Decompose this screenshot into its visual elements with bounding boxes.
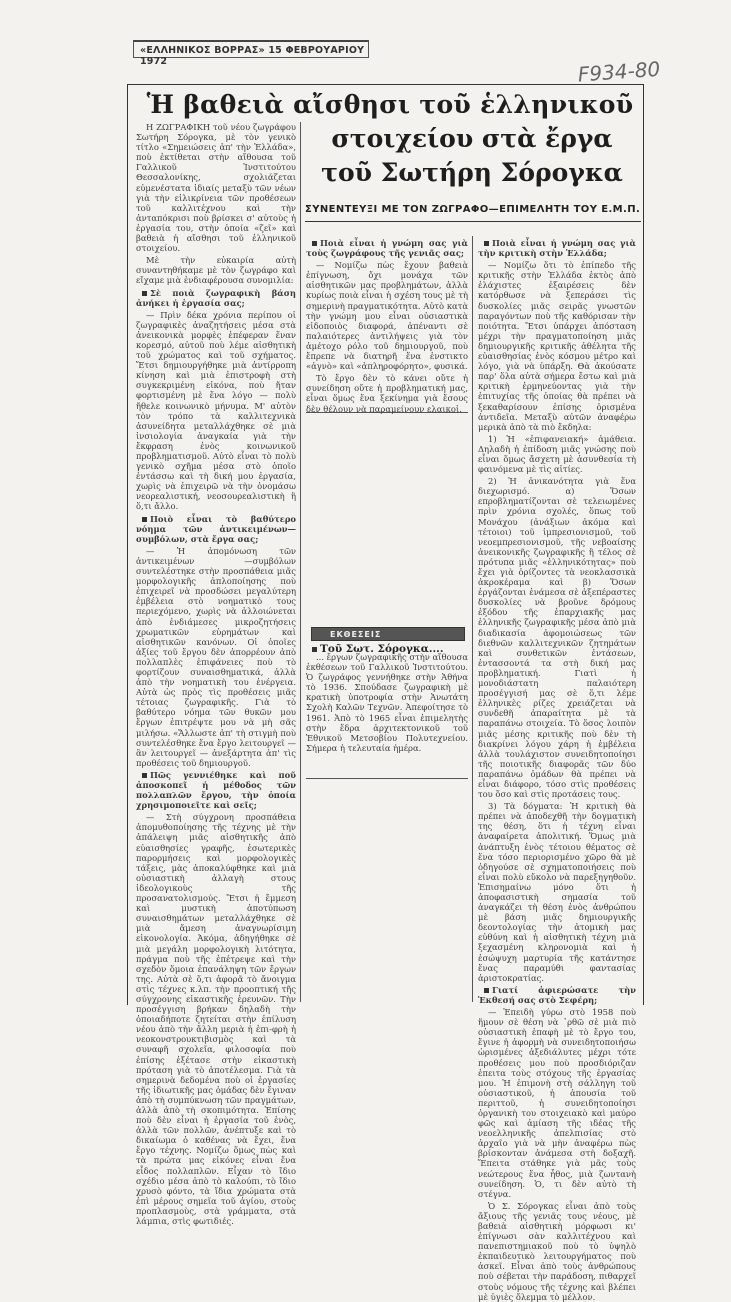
answer: — Ἐπειδὴ γύρω στὸ 1958 ποὺ ἥμουν σὲ θέση νὰ ᾽ρθῶ σὲ μιὰ πιὸ οὐσιαστικὴ ἐπαφὴ μὲ τὸ ἔργο του, ἔγινε ἡ ἀφορμὴ νὰ συνειδητοποιήσω ὡρισμένες ἀξεδιάλυτες μέχρι τότε προθέσεις μου ποὺ προσδιόριζαν ἐπειτα τοὺς στόχους τῆς ἐργασίας μου. Ἡ ἐπιμονὴ στὴ σάλληγη τοῦ οὐσιαστικοῦ, ἡ ἀπουσία τοῦ περιττοῦ, ἡ συνειδητοποίησι ὀργανικὴ του στοιχειακὸ καὶ μαύρο φῶς καὶ ἀμίαση τῆς ιδέας τῆς νεοελληνικῆς ἀπελπισίας στὸ ἀρχαῖο γιὰ νὰ μὴν ἀναφέρω πὼς βρίσκονταν ἀνάμεσα στὴ δοξαχῆ. Ἔπειτα στάθηκε γιὰ μᾶς τοὺς νεώτερους ἕνα ἦθος, μιὰ ζωντανὴ συνείδηση. Ὁ, τι δὲν αὐτὸ τὴ στέγνα. [478,1007,636,1199]
question: Σὲ ποιὰ ζωγραφικὴ βάση ἀνήκει ἡ ἐργασία σας; [136,287,296,308]
headline-line-3: τοῦ Σωτήρη Σόρογκα [321,158,623,187]
bullet-icon [312,647,317,652]
column-3 [478,238,636,1302]
subheadline: ΣΥΝΕΝΤΕΥΞΙ ΜΕ ΤΟΝ ΖΩΓΡΑΦΟ—ΕΠΙΜΕΛΗΤΗ ΤΟΥ Ε.Μ.Π. [305,204,641,222]
exhibition-title: Τοῦ Σωτ. Σόρογκα.... [312,643,468,655]
exhibition-text: ... ἔργων ζωγραφικῆς στὴν αἴθουσα ἐκθέσεων τοῦ Γαλλικοῦ Ἰνστιτούτου. Ὁ ζωγράφος γεννήθηκε στὴν Ἀθήνα τὸ 1936. Σπούδασε ζωγραφικὴ μὲ κρατικὴ ὑποτροφία στὴν Ἀνωτάτη Σχολὴ Καλῶν Τεχνῶν. Ἀπεφοίτησε τὸ 1961. Ἀπὸ τὸ 1965 εἶναι ἐπιμελητὴς στὴν ἕδρα ἀρχιτεκτονικοῦ τοῦ Ἐθνικοῦ Μετσοβίου Πολυτεχνείου. Σήμερα ἡ τελευταία ἡμέρα. [306,652,468,753]
question: Ποιὰ εἶναι ἡ γνώμη σας γιὰ τοὺς ζωγράφους τῆς γενιᾶς σας; [306,238,468,259]
answer: — Ἡ ἀπομόνωση τῶν ἀντικειμένων —συμβόλων συντελέστηκε στὴν προσπάθεια μιᾶς μορφολογικῆς ἀπλοποίησης ποὺ ἐπιχειρεῖ νὰ προσδώσει μεγαλύτερη ἐμβέλεια στὸ νοηματικὸ τους περιεχόμενο, χωρὶς νὰ ἀλλοιώνεται ἀπὸ ἐνδιάμεσες μικροζητήσεις χρωματικῶν εὑρημάτων καὶ αἰσθητικῶν κανόνων. Οἱ ὁποῖες ἀξίες τοῦ ἔργου δὲν ἀπορρέουν ἀπὸ πολλαπλὲς ἐπιφάνειες ποὺ τὸ φορτίζουν συναισθηματικά, ἀλλὰ ἀπὸ τὴν νοηματικὴ του ἐνέργεια. Αὐτὰ ὡς πρὸς τὶς προθέσεις μιᾶς τέτοιας ζωγραφικῆς. Γιὰ τὸ βαθύτερο νόημα τῶν θυκῶν μου ἔργων ἐπιτρέψτε μου νὰ μὴ σᾶς μιλήσω. «Ἄλλωστε ἀπ' τὴ στιγμὴ ποὺ συντελέσθηκε ἕνα ἔργο λειτουργεῖ — ἂν λειτουργεῖ — ἀνεξάρτητα ἀπ' τὶς προθέσεις τοῦ δημιουργοῦ. [136,545,296,768]
answer: — Πρὶν δέκα χρόνια περίπου οἱ ζωγραφικὲς ἀναζητήσεις μέσα στὰ ἀνεικονικὰ μορφὲς ἐπέφεραν ἕναν κορεσμό, αὐτοῦ ποὺ λέμε αἰσθητικὴ τοῦ χρώματος καὶ τοῦ σχήματος. Ἔτσι δημιουργήθηκε μιὰ ἀντίρροπη κίνηση καὶ μιὰ ἐπιστροφὴ στὴ συγκεκριμένη εἰκόνα, ποὺ ἤταν φορτισμένη μὲ ἕνα λόγο — πολὺ ἤθελε κοινωνικὸ μήνυμα. Μ' αὐτὸν τὸν τρόπο τὰ καλλιτεχνικὰ ἀσυνείδητα μεταλλάχθηκε σὲ μιὰ ἰνσιολογία ἀναγκαία γιὰ τὴν ἔκφραση ἐνὸς κοινωνικοῦ προβληματισμοῦ. Αὐτὸ εἶναι τὸ πολὺ γενικὸ σχῆμα μέσα στὸ ὁποῖο ἐντάσσω καὶ τὴ δική μου ἐργασία, χωρὶς νὰ ἐπιχειρῶ νὰ τὴν ὀνομάσω νεορεαλιστική, νεοσουρεαλιστικὴ ἢ ὅ,τι ἄλλο. [136,309,296,512]
exhibitions-banner: ΕΚΘΕΣΕΙΣ [311,627,465,641]
question: Ποιὰ εἶναι ἡ γνώμη σας γιὰ τὴν κριτικὴ στὴν Ἑλλάδα; [478,238,636,259]
closing-paragraph: Ὁ Σ. Σόρογκας εἶναι ἀπὸ τοὺς ἄξιους τῆς γενιᾶς τους νέους, μὲ βαθειὰ αἰσθητικὴ μόρφωσι κι' ἐπίγνωσι σὰν καλλιτέχνου καὶ πανεπιστημιακοῦ ποὺ τὸ ὑψηλὸ ἐκπαιδευτικὸ λειτουργήματος ποὺ ἀσκεῖ. Εἶναι ἀπὸ τοὺς ἀνθρώπους ποὺ σέβεται τὴν παράδοση, πιθαρχεῖ στοὺς νόμους τῆς τέχνης καὶ βλέπει μὲ ὑγιὲς ὄλεμμα τὸ μέλλον. [478,1200,636,1302]
headline-line-1: Ἡ βαθειὰ αἴσθησι τοῦ ἑλληνικοῦ [146,90,634,119]
bullet-icon [142,291,147,296]
question: Πῶς γεννιέθηκε καὶ ποῦ ἀποσκοπεῖ ἡ μέθοδος τῶν πολλαπλῶν ἔργου, τὴν ὁποία χρησιμοποιεῖτε καὶ σεῖς; [136,769,296,811]
column-rule-1 [300,122,301,1002]
source-label: «ΕΛΛΗΝΙΚΟΣ ΒΟΡΡΑΣ» 15 ΦΕΒΡΟΥΑΡΙΟΥ 1972 [133,40,369,58]
exhibition-rule [306,778,468,779]
lead-paragraph: Η ΖΩΓΡΑΦΙΚΗ τοῦ νέου ζωγράφου Σωτήρη Σόρογκα, μὲ τὸν γενικὸ τίτλο «Σημειώσεις ἀπ' τὴν Ἑλλάδα», ποὺ ἐκτίθεται στὴν αἴθουσα τοῦ Γαλλικοῦ Ἰνστιτούτου Θεσσαλονίκης, σχολιάζεται εὐμενέστατα ἰδιαίς μεταξὺ τῶν νέων γιὰ τὴν εἰλικρίνεια τῶν προθέσεων τοῦ καλλιτέχνου καὶ τὴν ἀνταπόκρισι ποὺ βρίσκει σ' αὐτοὺς ἡ ἐργασία του, στὴν ὁποία «ζεῖ» καὶ βαθειὰ ἡ αἴσθησι τοῦ ἑλληνικοῦ στοιχείου. [136,122,296,254]
question: Ποιὸ εἶναι τὸ βαθύτερο νόημα τῶν ἀντικειμένων—συμβόλων, στὰ ἔργα σας; [136,513,296,544]
answer: — Νομίζω ὅτι τὸ ἐπίπεδο τῆς κριτικῆς στὴν Ἑλλάδα ἐκτὸς ἀπὸ ἐλάχιστες ἐξαιρέσεις δὲν κατόρθωσε νὰ ξεπεράσει τὶς δυσκολίες μιᾶς σειρᾶς γνωστῶν παραγόντων ποὺ τῆς καθόρισαν τὴν ποιότητα. Ἔτσι ὑπάρχει ἀπόσταση μέχρι τὴν πραγματοποίηση μιᾶς δημιουργικῆς κριτικῆς ἀθέλητα τῆς εὐαισθησίας ἐνὸς κόσμου μέτρο καὶ λόγο, γιὰ νὰ ὑπάρξη. Θὰ ἀκούσατε παρ' ὅλα αὐτὰ σήμερα ἔστω καὶ μιὰ κριτικὴ ἑρμηνεύοντας γιὰ τὴν ἐπιτυχίας τῆς ὁποίας θὰ πρέπει νὰ ξεκαθαρίσουν ἐπίσης ὁρισμένα ἀντιδεῖα. Μεταξὺ αὐτῶν ἀναφέρω μερικὰ ἀπὸ τὰ πιὸ ἔκδηλα: [478,260,636,432]
answer: — Στὴ σύγχρονη προσπάθεια ἀπομυθοποίησης τῆς τέχνης μὲ τὴν ἀπάλειψη μιᾶς αἰσθητικῆς ἀπὸ εὐαισθησίες γραφῆς, ἐσωτερικὲς παρορμήσεις καὶ μορφολογικὲς τάξεις, μὰς ἀποκαλύφθηκε καὶ μιὰ οὐσιαστικὴ ἀλλαγὴ στους ἰδεολογικοὺς τῆς προσανατολισμούς. Ἔτσι ἡ ἔμμεση καὶ μυστικὴ ἀποτύπωση συναισθημάτων μεταλλάχθηκε σὲ μιὰ ἄμεση ἀναγνωρίσιμη εἰκονολογία. Ἀκόμα, ἀδηγήθηκε σὲ μιὰ μεγάλη μορφολογικὴ λιτότητα, πράγμα ποὺ τῆς ἐπέτρεψε καὶ τὴν σχεδὸν ὅμοια ἐπανάληψη τῶν ἔργων της. Αὐτὰ σὲ ὅ,τι ἀφορᾶ τὸ ἄνοιγμα στὶς τέχνες κ.λπ. τὴν προοπτική τῆς σύγχρονης εἰκαστικῆς ἐρευνῶν. Τὴν προσέγγιση βρήκαν δηλαδὴ τὴν ὁποιαδήποτε ζητείται στὴν ἐπίλυση νέου ἀπὸ τὴν ἄλλη μεριὰ ἡ ἐπι-φρὴ ἡ νεοκονστρουκτιβισμὸς καὶ τὰ συναφῆ σχολεῖα, φιλοσοφία ποὺ ἐπίσης ἐξέτασε στὴν εἰκαστικὴ πρόταση γιὰ τὸ ἀποτέλεσμα. Γιὰ τὰ σημερινὰ δεδομένα ποὺ οἱ ἐργασίες τῆς ἰδιωτικῆς μας ὁμάδας δὲν ἔγιναν ἀπὸ τὴ συμπύκνωση τῶν πραγμάτων, ἀλλὰ ἀπὸ τὴ σκοπιμότητα. Ἐπίσης ποὺ δὲν εἶναι ἡ ἐργασία τοῦ ἑνὸς, ἀλλὰ τῶν πολλῶν, ἀνέπτυξε καὶ τὸ δικαίωμα ὁ καθένας νὰ ἔχει, ἕνα ἔργο τέχνης. Νομίζω ὅμως πὼς καὶ τὰ πρώτα μας εἰκόνες εἶναι ἕνα εἶδος πολλαπλῶν. Εἶχαν τὸ ἴδιο σχέδιο μέσα ἀπὸ τὸ καλούπι, τὸ ἴδιο χρυσὸ φόντο, τὰ ἴδια χρώματα στὰ ἐπὶ μέρους σημεῖα τοῦ ἁγίου, στοὺς προπλασμοὺς, στὰ γράμματα, στὰ λάμπια, στὶς φωτιδιές. [136,812,296,1227]
headline-line-2: στοιχείου στὰ ἔργα [331,124,613,153]
column-1 [136,122,296,1227]
answer: 3) Τὰ δόγματα: Ἡ κριτικὴ θὰ πρέπει νὰ ἀποδεχθῆ τὴν δογματικὴ της θέση, ὅτι ἡ τέχνη εἶναι ἀναφαίρετα ἀπολιτική. Ὅμως μιὰ ἀνάπτυξη ἑνὸς τέτοιου θέματος σὲ ἕνα τόσο περιορισμένο χῶρο θὰ μὲ ὁδηγούσε σὲ σχηματοποιήσεις ποὺ εἶναι πολὺ εὔκολο νὰ παρεξηγηθοῦν. Ἐπισημαίνω μόνο ὅτι ἡ ἀποφασιστικὴ σημασία τοῦ ἀναγκάζει τὴ θέση ἐνὸς ἀνθρώπου μὲ βάση μιᾶς δημιουργικῆς δεοντολογίας τὴν ἀτομικὴ μας εὐθύνη καὶ ἡ αἰσθητικὴ τέχνη μιὰ ξεχασμένη κληρονομιὰ καὶ ἡ ἐσώψυχη μαρτυρία τῆς κατάντησε ἕνας παραμύθι φαντασίας ἀριστοκρατίας. [478,801,636,983]
bullet-icon [484,241,489,246]
bullet-icon [142,773,147,778]
answer: 1) Ἡ «ἐπιφανειακή» ἀμάθεια. Δηλαδὴ ἡ ἐπίδοση μιᾶς γνώσης ποὺ εἶναι ὅμως ἄσχετη μὲ ἀσυνθεσία τὴ φαινόμενα μὲ τὶς αἰτίες. [478,433,636,475]
column-rule-2 [472,236,473,1002]
answer-continuation: Τὸ ἔργο δὲν τὸ κάνει οὔτε ἡ συνείδηση οὔτε ἡ προβληματική μας, εἶναι ὅμως ἕνα ξεκίνημα γιὰ ἔσους δὲν θέλουν νὰ παραμείνουν ελαικοἱ. [306,373,468,414]
paragraph: Μὲ τὴν εὐκαιρία αὐτὴ συναντηθήκαμε μὲ τὸν ζωγράφο καὶ εἴχαμε μιὰ ἐνδιαφέρουσα συνομιλία: [136,255,296,286]
answer: 2) Ἡ ἀνικανότητα γιὰ ἕνα διεχωρισμό. α) Ὅσων επροβληματίζονται σὲ τελειωμένες πρὶν χρόνια σχολές, ὅπως τοῦ Μονάχου (ἀνάξιων ἀκόμα καὶ τέτοιοι) τοῦ ἰμπρεσιονισμοῦ, τοῦ νεοεμπρεσιονισμοῦ, τῆς νεβοαίσης ἀνεικονικῆς ζωγραφικῆς ἢ τέλος σὲ πρότυπα μιᾶς «ἑλληνικότητας» ποὺ ἔχει γιὰ ὁρίζοντες τὰ νεοκλασσικὰ ἀκροκέραμα καὶ β) Ὅσων ἐργάζονται ἐνάμεσα σὲ ἀξεπέραστες δυσκολίες νὰ βροῦνε δρόμους ἐξόδου τῆς ἐπαρχιακῆς μας ἑλληνικῆς ζωγραφικῆς μέσα ἀπὸ μιὰ διαδικασία ἀφομοιώσεως τῶν διεθνῶν καλλιτεχνικῶν ζητημάτων καὶ συνθετικῶν ἐντάσεων, ἐντασσοντά τα στὴ δική μας προβληματική. Γιατὶ ἡ μονοδιάστατη παλαιότερη προσέγγισή μας σὲ ὅ,τι λέμε ἑλληνικὲς ρίζες χρειάζεται νὰ συνδεθῆ ἀπαραίτητα μὲ τὰ παραπάνω στοιχεία. Τὸ ὅσος λοιπὸν μιᾶς μέσης κριτικῆς ποὺ δὲν τὴ διακρίνει λόγου χάρη ἡ ἐμβέλεια ἀλλὰ τουλάχιστον συνειδητοποίησι τῆς ποιοτικῆς διαφορᾶς τῶν δύο παραπάνω ὁμάδων θὰ πρέπει νὰ εἶναι διάφορο, τόσο στὶς προθέσεις του ὅσο καὶ στὶς προτάσεις τους. [478,476,636,800]
exhibition-notice [306,652,468,774]
column-2 [306,238,468,414]
bullet-icon [142,517,147,522]
bullet-icon [312,241,317,246]
handwritten-archive-number: F934-80 [577,56,661,87]
headline-lines-2-3 [318,122,626,190]
question: Γιατί ἀφιερώσατε τὴν Ἐκθεσή σας στὸ Σεφέρη; [478,984,636,1005]
answer: — Νομίζω πὼς ἔχουν βαθειὰ ἐπίγνωση, ὄχι μονάχα τῶν αἰσθητικῶν μας προβλημάτων, ἀλλὰ κυρίως ποιὰ εἶναι ἡ σχέση τους μὲ τὴ σημερινὴ πραγματικότητα. Αὐτὸ κατὰ τὴν γνώμη μου εἶναι οὐσιαστικὰ εἰδοποιὸς διαφορά, ἀπέναντι σὲ παλαιότερες ἀντιλήψεις γιὰ τὸν ἀμέτοχο ρόλο τοῦ δημιουργοῦ, ποὺ ἔπρεπε νὰ διατηρῆ ἕνα ἐνστικτο «ἁγνὸ» καὶ «ἀπληροφόρητο», φυσικά. [306,260,468,372]
bullet-icon [484,988,489,993]
